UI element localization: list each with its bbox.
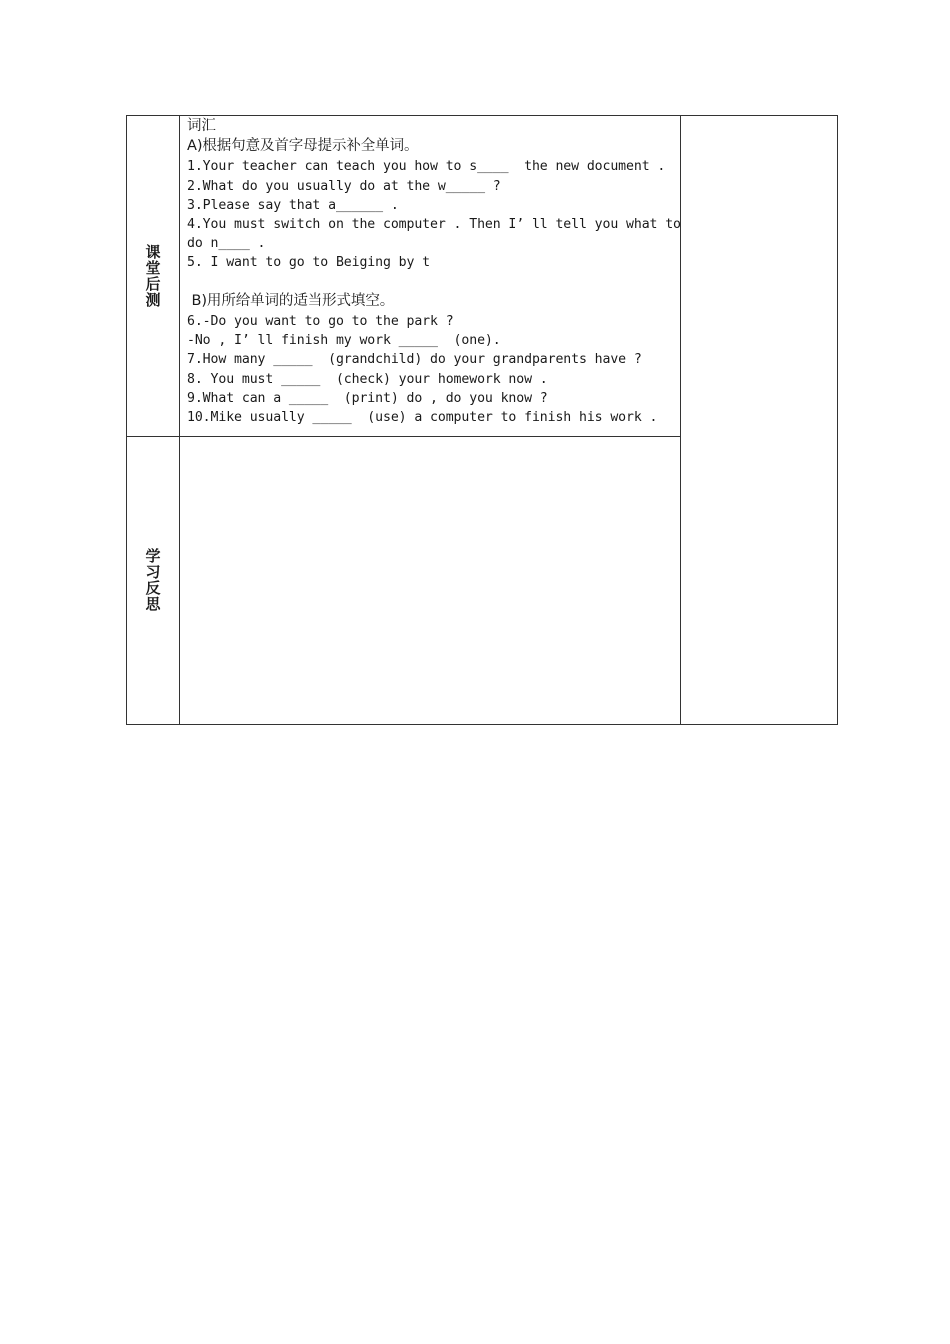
question-line: 10.Mike usually _____ (use) a computer to finish his work .: [187, 410, 658, 425]
question-line: 6.-Do you want to go to the park ?: [187, 314, 454, 329]
vocab-title: 词汇: [187, 118, 216, 134]
question-line: 1.Your teacher can teach you how to s____ the new document .: [187, 159, 666, 174]
question-line: 8. You must _____ (check) your homework now .: [187, 372, 548, 387]
section-a-heading: A)根据句意及首字母提示补全单词。: [187, 138, 419, 154]
question-line: 4.You must switch on the computer . Then I’ ll tell you what to: [187, 217, 681, 232]
test-row-label: 课堂后测: [143, 244, 162, 308]
question-line: 7.How many _____ (grandchild) do your grandparents have ?: [187, 352, 642, 367]
question-line: do n____ .: [187, 236, 266, 251]
question-line: 2.What do you usually do at the w_____ ?: [187, 179, 501, 194]
lesson-table: [126, 115, 838, 725]
reflection-row-label: 学习反思: [143, 548, 162, 612]
question-line: 3.Please say that a______ .: [187, 198, 399, 213]
reflection-area: [180, 437, 680, 724]
notes-column: [681, 116, 837, 724]
section-b-heading: B)用所给单词的适当形式填空。: [187, 293, 395, 309]
question-line: -No , I’ ll finish my work _____ (one).: [187, 333, 501, 348]
question-line: 9.What can a _____ (print) do , do you know ?: [187, 391, 548, 406]
question-line: 5. I want to go to Beiging by t: [187, 255, 431, 270]
